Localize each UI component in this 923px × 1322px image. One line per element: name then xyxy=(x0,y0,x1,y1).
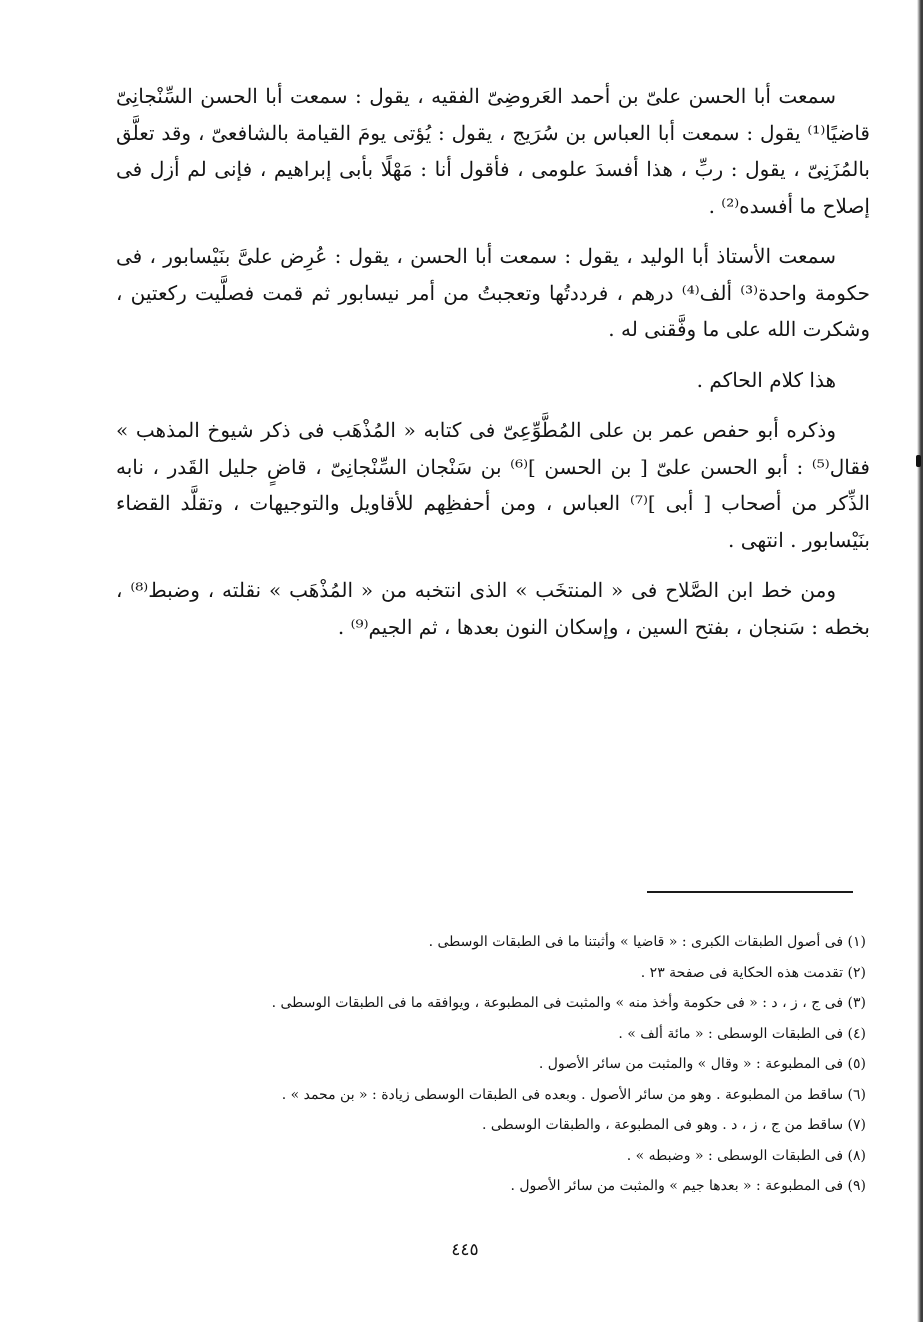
footnotes xyxy=(130,927,866,1202)
footnote-9: (٩) فى المطبوعة : « بعدها جيم » والمثبت من سائر الأصول . xyxy=(510,1178,866,1194)
footnote-4: (٤) فى الطبقات الوسطى : « مائة ألف » . xyxy=(618,1025,866,1042)
footnote-separator xyxy=(647,891,853,893)
paragraph-5: ومن خط ابن الصَّلاح فى « المنتخَب » الذى انتخبه من « المُذْهَب » نقلته ، وضبط⁽⁸⁾ ، بخطه : سَنجان ، بفتح السين ، وإسكان النون بعدها ، ثم الجيم⁽⁹⁾ . xyxy=(116,578,870,639)
footnote-1: (١) فى أصول الطبقات الكبرى : « قاضيا » وأثبتنا ما فى الطبقات الوسطى . xyxy=(428,934,866,950)
footnote-2: (٢) تقدمت هذه الحكاية فى صفحة ٢٣ . xyxy=(640,964,866,981)
main-text xyxy=(116,78,870,659)
scan-edge xyxy=(917,0,923,1322)
scan-speck xyxy=(916,455,921,467)
footnote-5: (٥) فى المطبوعة : « وقال » والمثبت من سائر الأصول . xyxy=(538,1056,866,1072)
paragraph-3: هذا كلام الحاكم . xyxy=(696,367,836,392)
footnote-7: (٧) ساقط من ج ، ز ، د . وهو فى المطبوعة ، والطبقات الوسطى . xyxy=(481,1117,866,1133)
footnote-8: (٨) فى الطبقات الوسطى : « وضبطه » . xyxy=(626,1147,866,1164)
footnote-3: (٣) فى ج ، ز ، د : « فى حكومة وأخذ منه » والمثبت فى المطبوعة ، ويوافقه ما فى الطبقات الوسطى . xyxy=(271,995,866,1011)
paragraph-1: سمعت أبا الحسن علىّ بن أحمد العَروضِىّ الفقيه ، يقول : سمعت أبا الحسن السِّنْجانِىّ قاضيًا⁽¹⁾ يقول : سمعت أبا العباس بن سُرَيج ، يقول : يُؤتى يومَ القيامة بالشافعىّ ، وقد تعلَّق بالمُزَنِىّ ، يقول : ربِّ ، هذا أفسدَ علومى ، فأقول أنا : مَهْلًا بأبى إبراهيم ، فإنى لم أزل فى إصلاح ما أفسده⁽²⁾ . xyxy=(116,84,870,218)
paragraph-2: سمعت الأستاذ أبا الوليد ، يقول : سمعت أبا الحسن ، يقول : عُرِض علىَّ بنَيْسابور ، فى حكومة واحدة⁽³⁾ ألف⁽⁴⁾ درهم ، فرددتُها وتعجبتُ من أمر نيسابور ثم قمت فصلَّيت ركعتين ، وشكرت الله على ما وفَّقنى له . xyxy=(116,244,870,341)
page-number: ٤٤٥ xyxy=(451,1240,479,1260)
footnote-6: (٦) ساقط من المطبوعة . وهو من سائر الأصول . وبعده فى الطبقات الوسطى زيادة : « بن محمد » . xyxy=(281,1086,866,1103)
paragraph-4: وذكره أبو حفص عمر بن على المُطَّوِّعِىّ فى كتابه « المُذْهَب فى ذكر شيوخ المذهب » فقال⁽⁵⁾ : أبو الحسن علىّ [ بن الحسن ]⁽⁶⁾ بن سَنْجان السِّنْجانِىّ ، قاضٍ جليل القَدر ، نابه الذِّكر من أصحاب [ أبى ]⁽⁷⁾ العباس ، ومن أحفظِهم للأقاويل والتوجيهات ، وتقلَّد القضاء بنَيْسابور . انتهى . xyxy=(116,418,870,552)
